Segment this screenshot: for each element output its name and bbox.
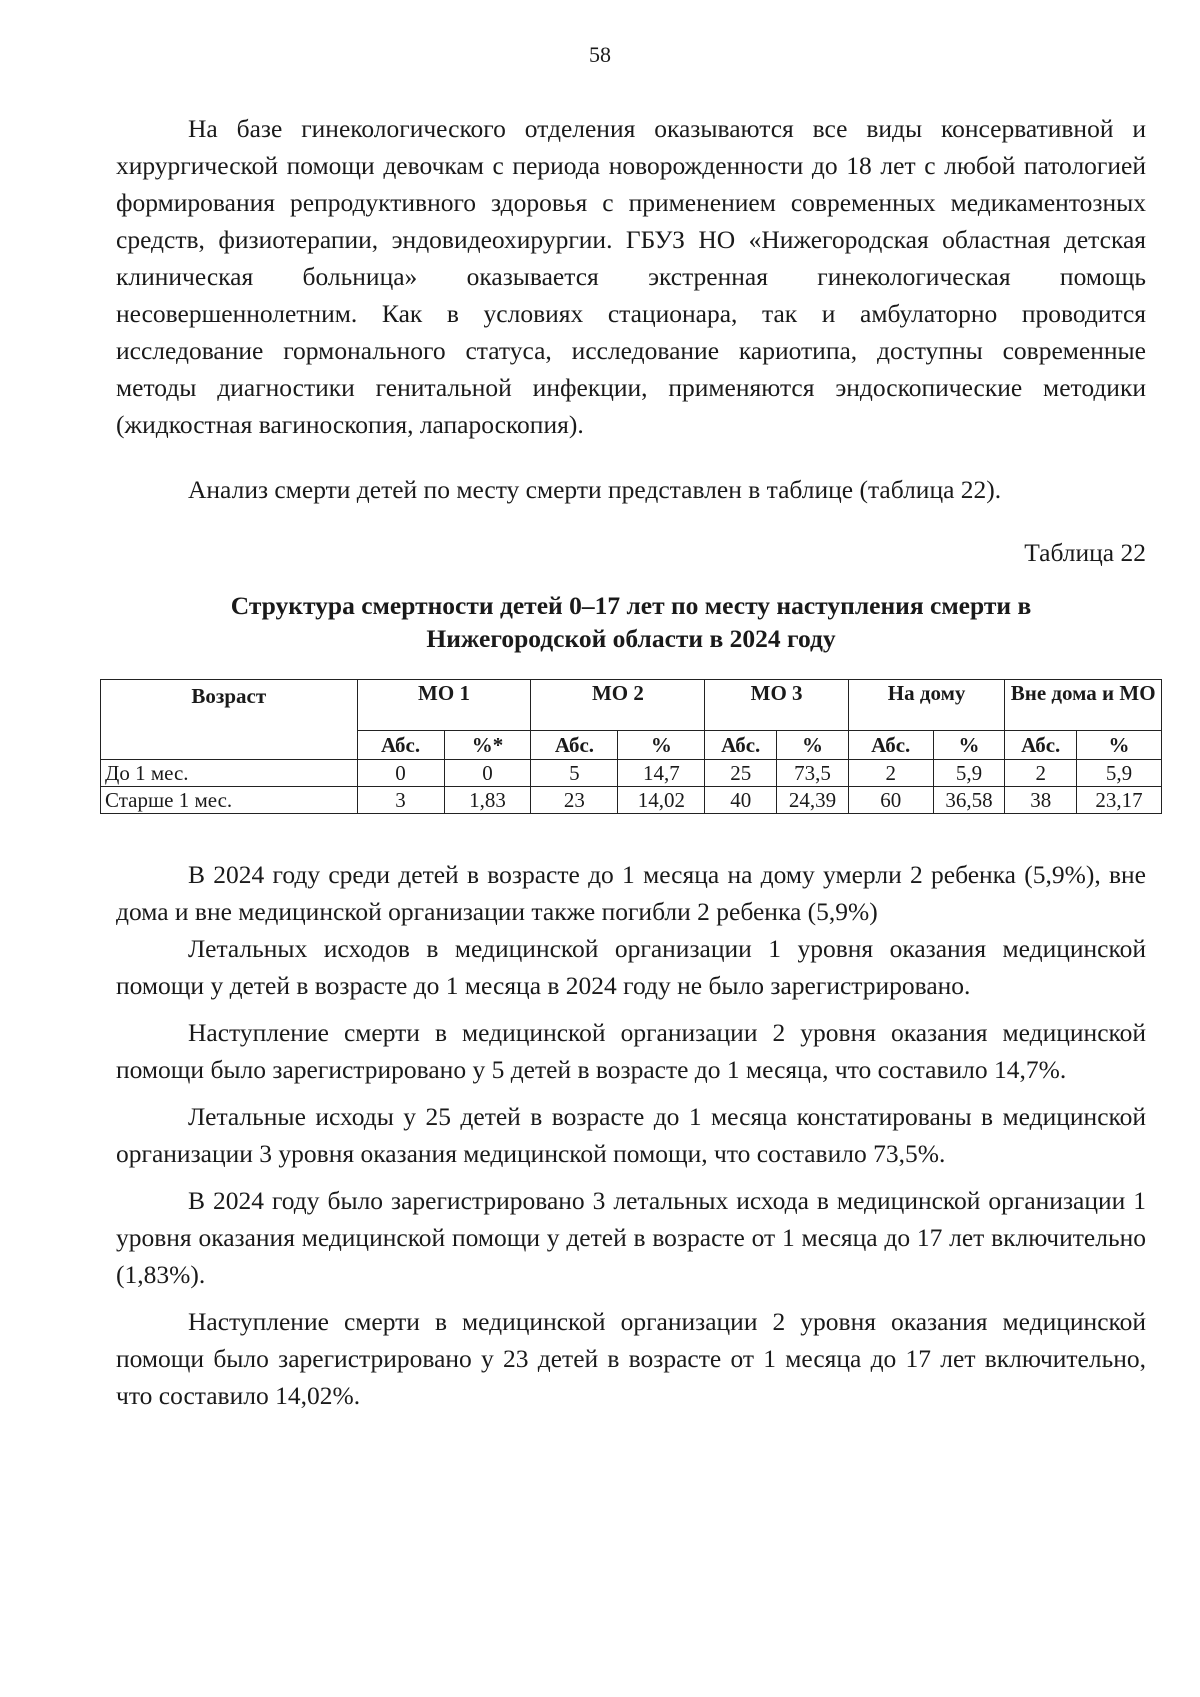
table-cell: 25 [705,760,777,787]
table-cell: 5,9 [933,760,1005,787]
subheader: Абс. [1005,731,1077,760]
table-label: Таблица 22 [1024,538,1146,567]
subheader: Абс. [357,731,444,760]
header-group-home: На дому [848,680,1005,731]
table-title-line-2: Нижегородской области в 2024 году [426,624,836,653]
table-cell: 36,58 [933,787,1005,814]
finding-paragraph: Летальных исходов в медицинской организации 1 уровня оказания медицинской помощи у детей в возрасте до 1 месяца в 2024 году не было зарегистрировано. [116,934,1146,1000]
finding-paragraph: В 2024 году было зарегистрировано 3 летальных исхода в медицинской организации 1 уровня оказания медицинской помощи у детей в возрасте от 1 месяца до 17 лет включительно (1,83%). [116,1186,1146,1289]
table-cell: 1,83 [444,787,531,814]
table-cell: 3 [357,787,444,814]
table-cell: 2 [1005,760,1077,787]
finding-paragraph: В 2024 году среди детей в возрасте до 1 месяца на дому умерли 2 ребенка (5,9%), вне дома и вне медицинской организации также погибли 2 ребенка (5,9%) [116,860,1146,926]
table-cell: 0 [444,760,531,787]
intro-paragraph: На базе гинекологического отделения оказываются все виды консервативной и хирургической помощи девочкам с периода новорожденности до 18 лет с любой патологией формирования репродуктивного здоровья с применением современных медикаментозных средств, физиотерапии, эндовидеохирургии. ГБУЗ НО «Нижегородская областная детская клиническая больница» оказывается экстренная гинекологическая помощь несовершеннолетним. Как в условиях стационара, так и амбулаторно проводится исследование гормонального статуса, исследование кариотипа, доступны современные методы диагностики генитальной инфекции, применяются эндоскопические методики (жидкостная вагиноскопия, лапароскопия). [116,114,1146,439]
header-group-outside: Вне дома и МО [1005,680,1162,731]
subheader: % [1077,731,1162,760]
row-label: До 1 мес. [101,760,358,787]
table-reference-paragraph: Анализ смерти детей по месту смерти представлен в таблице (таблица 22). [188,475,1002,504]
table-cell: 38 [1005,787,1077,814]
mortality-table [100,679,1162,814]
subheader: % [618,731,705,760]
table-title-line-1: Структура смертности детей 0–17 лет по месту наступления смерти в [230,591,1032,620]
findings-section [116,856,1146,1414]
header-group-mo3: МО 3 [705,680,848,731]
document-body [105,110,1156,1414]
table-cell: 5 [531,760,618,787]
table-cell: 14,7 [618,760,705,787]
table-cell: 60 [848,787,933,814]
table-title [116,589,1146,655]
table-cell: 73,5 [777,760,849,787]
table-row [101,760,1162,787]
table-row [101,787,1162,814]
subheader: Абс. [705,731,777,760]
row-label: Старше 1 мес. [101,787,358,814]
header-group-mo2: МО 2 [531,680,705,731]
subheader: Абс. [848,731,933,760]
finding-paragraph: Наступление смерти в медицинской организации 2 уровня оказания медицинской помощи было зарегистрировано у 5 детей в возрасте до 1 месяца, что составило 14,7%. [116,1018,1146,1084]
table-cell: 24,39 [777,787,849,814]
table-cell: 14,02 [618,787,705,814]
finding-paragraph: Летальные исходы у 25 детей в возрасте до 1 месяца констатированы в медицинской организации 3 уровня оказания медицинской помощи, что составило 73,5%. [116,1102,1146,1168]
header-age: Возраст [101,680,358,760]
header-group-mo1: МО 1 [357,680,531,731]
table-cell: 40 [705,787,777,814]
subheader: Абс. [531,731,618,760]
subheader: %* [444,731,531,760]
table-cell: 2 [848,760,933,787]
table-cell: 0 [357,760,444,787]
table-cell: 23 [531,787,618,814]
page-number: 58 [589,42,611,67]
subheader: % [933,731,1005,760]
table-cell: 5,9 [1077,760,1162,787]
table-cell: 23,17 [1077,787,1162,814]
subheader: % [777,731,849,760]
finding-paragraph: Наступление смерти в медицинской организации 2 уровня оказания медицинской помощи было зарегистрировано у 23 детей в возрасте от 1 месяца до 17 лет включительно, что составило 14,02%. [116,1307,1146,1410]
